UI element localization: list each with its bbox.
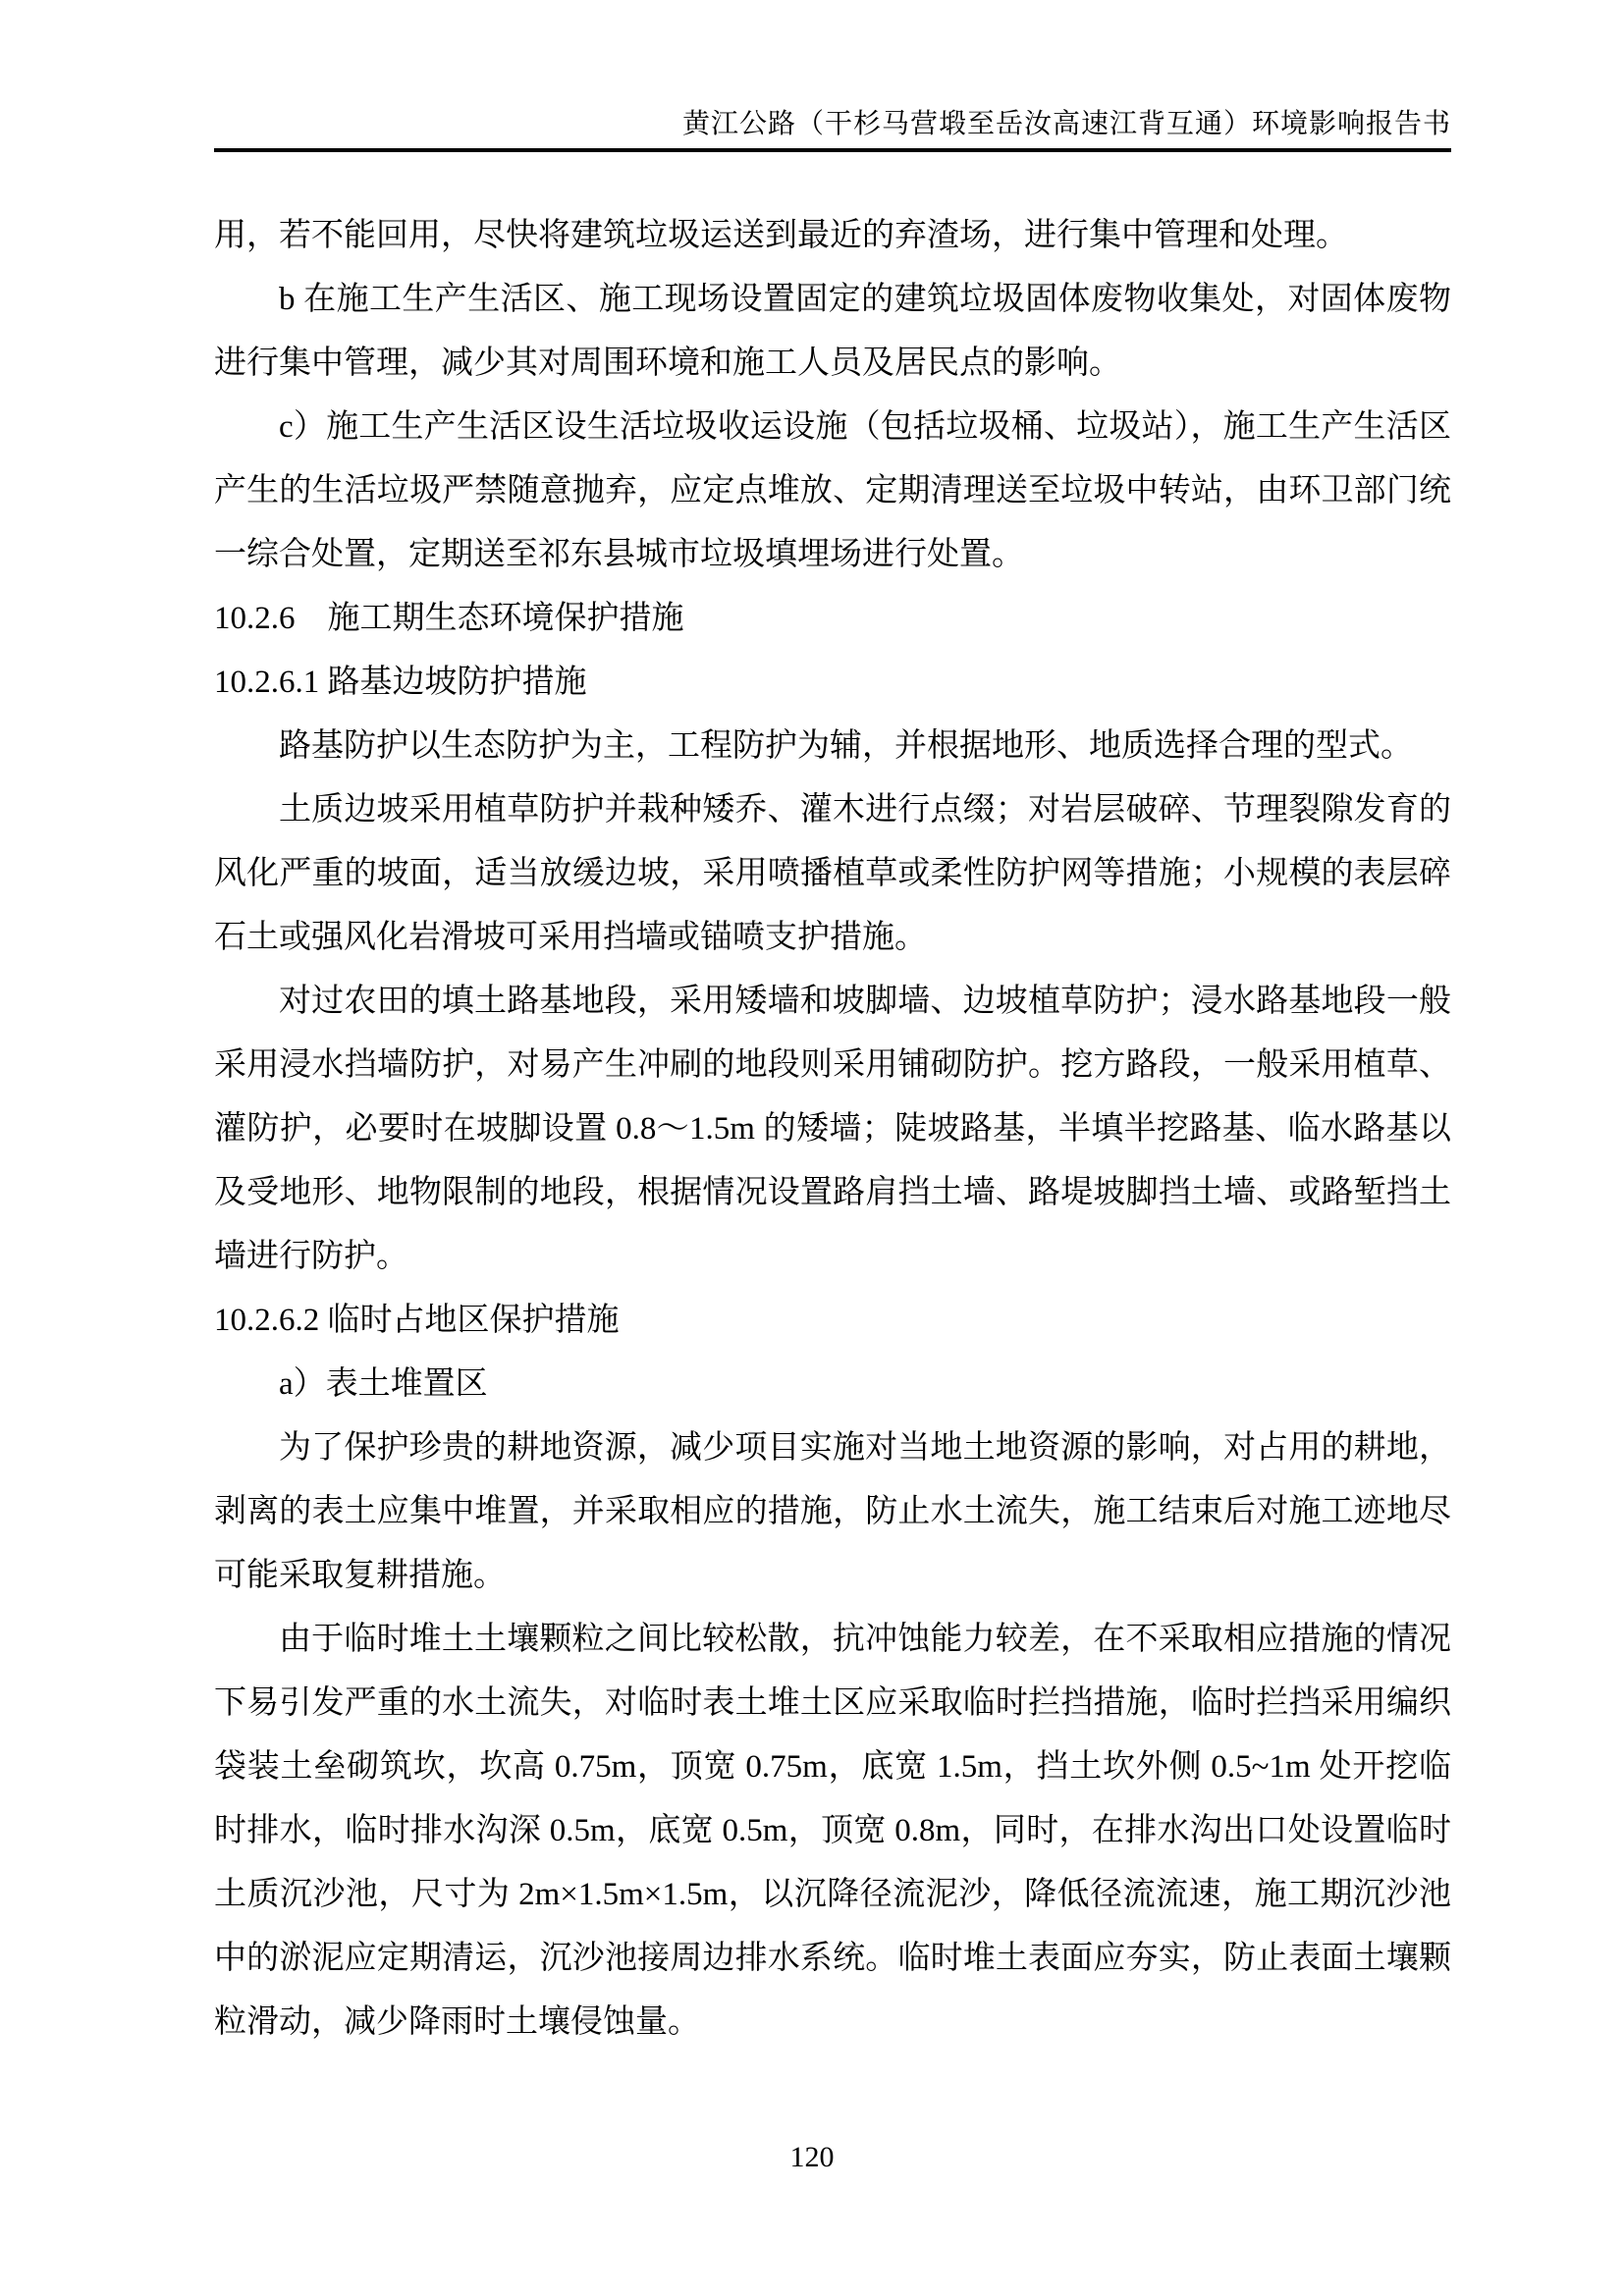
page-header [214, 0, 1451, 152]
document-body [214, 204, 1451, 2055]
header-rule [214, 148, 1451, 152]
body-paragraph: 对过农田的填土路基地段，采用矮墙和坡脚墙、边坡植草防护；浸水路基地段一般采用浸水挡墙防护，对易产生冲刷的地段则采用铺砌防护。挖方路段，一般采用植草、灌防护，必要时在坡脚设置 0.8～1.5m 的矮墙；陡坡路基，半填半挖路基、临水路基以及受地形、地物限制的地段，根据情况设置路肩挡土墙、路堤坡脚挡土墙、或路堑挡土墙进行防护。 [214, 984, 1451, 1274]
body-paragraph-continuation: 用，若不能回用，尽快将建筑垃圾运送到最近的弃渣场，进行集中管理和处理。 [214, 218, 1348, 253]
body-paragraph: 为了保护珍贵的耕地资源，减少项目实施对当地土地资源的影响，对占用的耕地，剥离的表土应集中堆置，并采取相应的措施，防止水土流失，施工结束后对施工迹地尽可能采取复耕措施。 [214, 1430, 1451, 1593]
header-title: 黄江公路（干杉马营塅至岳汝高速江背互通）环境影响报告书 [681, 109, 1451, 139]
page-number: 120 [789, 2141, 835, 2173]
heading-10-2-6-2: 10.2.6.2 临时占地区保护措施 [214, 1303, 620, 1338]
body-paragraph: 土质边坡采用植草防护并栽种矮乔、灌木进行点缀；对岩层破碎、节理裂隙发育的风化严重的坡面，适当放缓边坡，采用喷播植草或柔性防护网等措施；小规模的表层碎石土或强风化岩滑坡可采用挡墙或锚喷支护措施。 [214, 792, 1451, 955]
body-paragraph: 路基防护以生态防护为主，工程防护为辅，并根据地形、地质选择合理的型式。 [279, 728, 1413, 764]
page-footer [0, 2140, 1624, 2175]
body-paragraph: 由于临时堆土土壤颗粒之间比较松散，抗冲蚀能力较差，在不采取相应措施的情况下易引发严重的水土流失，对临时表土堆土区应采取临时拦挡措施，临时拦挡采用编织袋装土垒砌筑坎，坎高 0.75m，顶宽 0.75m，底宽 1.5m，挡土坎外侧 0.5~1m 处开挖临时排水，临时排水沟深 0.5m，底宽 0.5m，顶宽 0.8m，同时，在排水沟出口处设置临时土质沉沙池，尺寸为 2m×1.5m×1.5m，以沉降径流泥沙，降低径流流速，施工期沉沙池中的淤泥应定期清运，沉沙池接周边排水系统。临时堆土表面应夯实，防止表面土壤颗粒滑动，减少降雨时土壤侵蚀量。 [214, 1622, 1451, 2040]
heading-10-2-6-1: 10.2.6.1 路基边坡防护措施 [214, 665, 587, 700]
body-paragraph-item-c: c）施工生产生活区设生活垃圾收运设施（包括垃圾桶、垃圾站），施工生产生活区产生的生活垃圾严禁随意抛弃，应定点堆放、定期清理送至垃圾中转站，由环卫部门统一综合处置，定期送至祁东县城市垃圾填埋场进行处置。 [214, 409, 1451, 572]
heading-10-2-6: 10.2.6 施工期生态环境保护措施 [214, 601, 684, 636]
body-paragraph-item-b: b 在施工生产生活区、施工现场设置固定的建筑垃圾固体废物收集处，对固体废物进行集中管理，减少其对周围环境和施工人员及居民点的影响。 [214, 282, 1451, 381]
body-paragraph-item-a: a）表土堆置区 [279, 1366, 488, 1402]
